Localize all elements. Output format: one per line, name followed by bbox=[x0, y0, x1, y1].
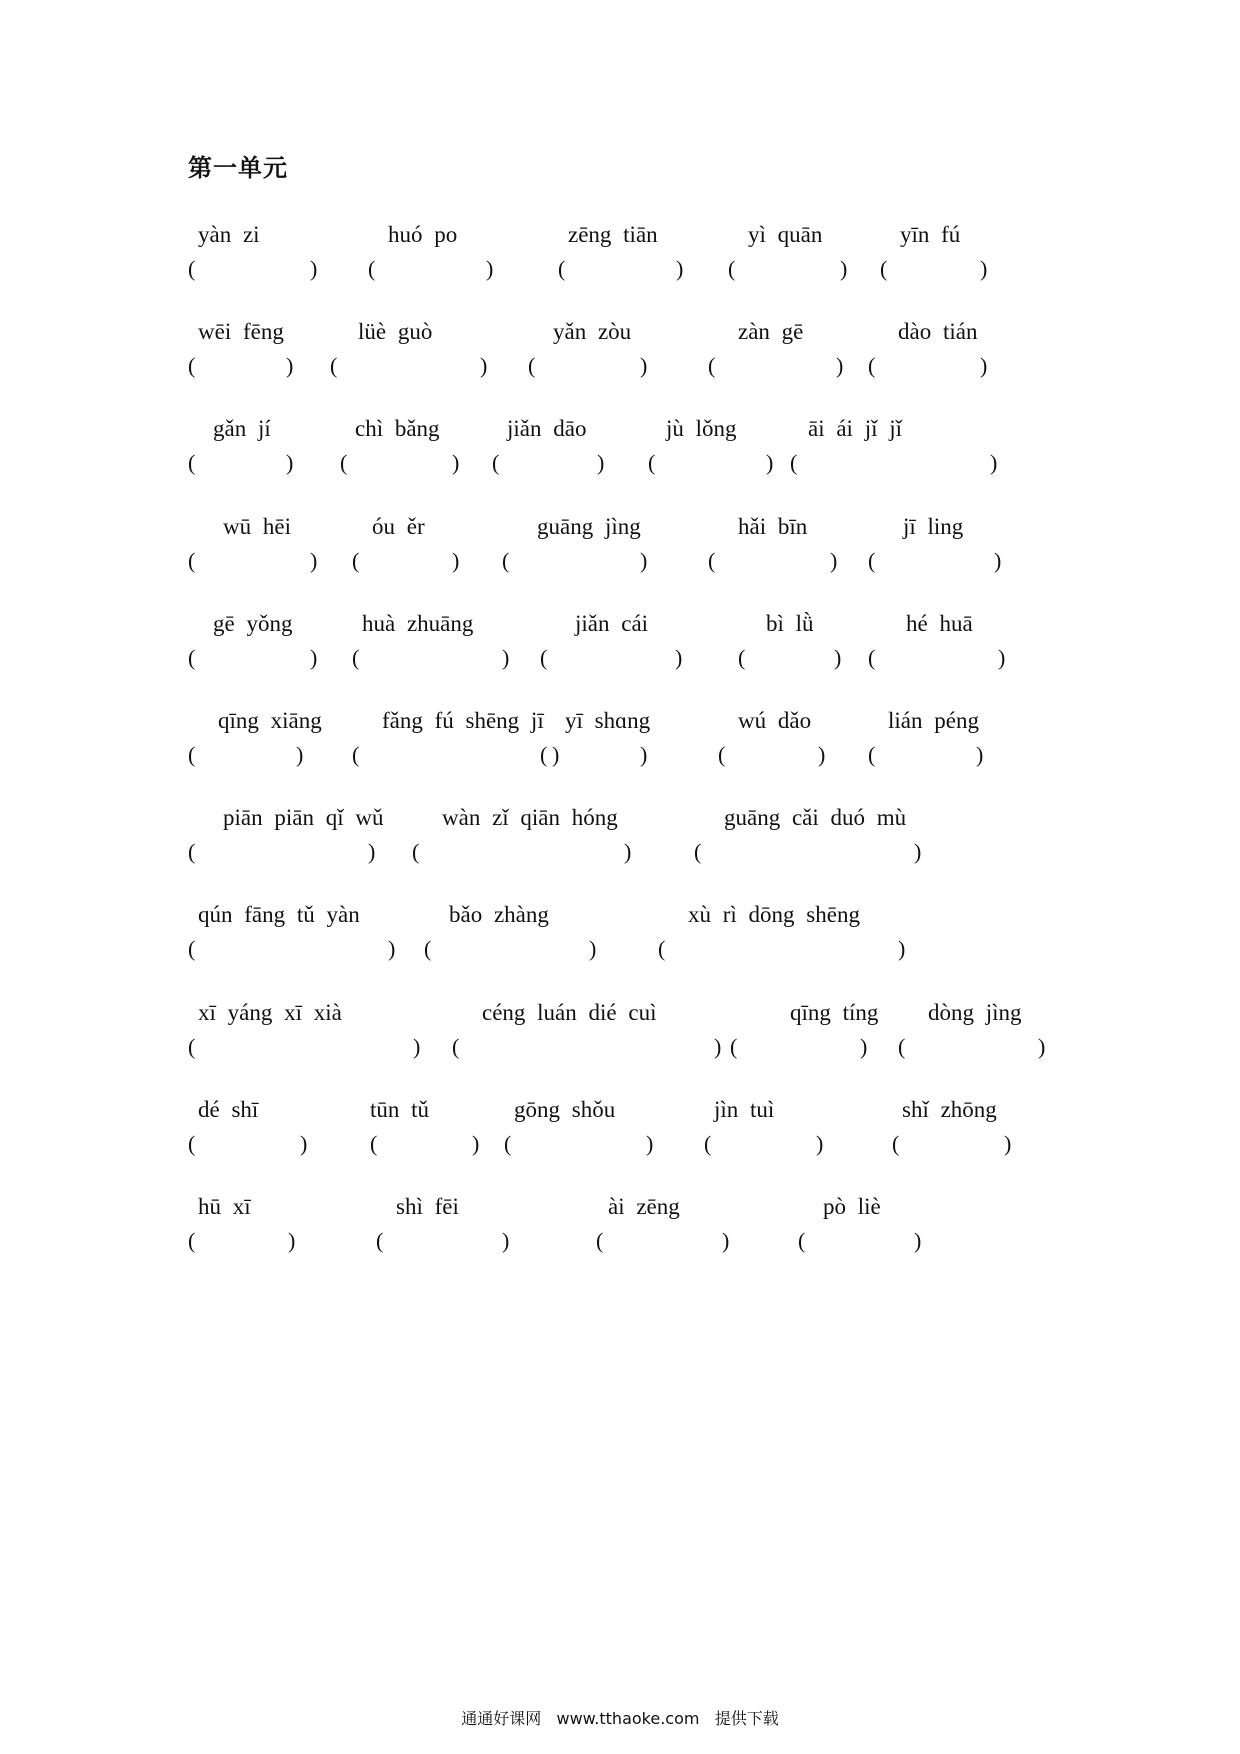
pinyin-text: guāng cǎi duó mù bbox=[724, 805, 907, 831]
pinyin-text: wēi fēng bbox=[198, 319, 284, 345]
pinyin-text: zēng tiān bbox=[568, 222, 658, 247]
answer-blank-open-paren: ( bbox=[352, 742, 360, 767]
pinyin-item bbox=[868, 514, 1008, 594]
pinyin-item bbox=[730, 999, 879, 1080]
answer-blank-open-paren: ( bbox=[704, 1130, 712, 1156]
answer-blank-close-paren: ) bbox=[980, 353, 988, 379]
answer-blank-open-paren: ( bbox=[880, 256, 888, 281]
pinyin-item bbox=[188, 902, 402, 982]
pinyin-item bbox=[658, 902, 912, 982]
pinyin-item bbox=[892, 1097, 1018, 1177]
answer-blank-open-paren: ( bbox=[188, 1130, 196, 1156]
answer-blank-open-paren: ( bbox=[188, 1228, 196, 1253]
answer-blank-close-paren: ) bbox=[722, 1228, 730, 1253]
answer-blank-close-paren: ) bbox=[990, 450, 998, 476]
pinyin-item bbox=[188, 1097, 314, 1177]
pinyin-text: lián péng bbox=[888, 708, 979, 733]
answer-blank-close-paren: ) bbox=[818, 742, 826, 767]
answer-blank-open-paren: ( bbox=[648, 450, 656, 476]
pinyin-item bbox=[370, 1097, 486, 1177]
answer-blank-close-paren: ) bbox=[597, 450, 605, 476]
pinyin-item bbox=[340, 416, 466, 496]
pinyin-text: jìn tuì bbox=[714, 1096, 775, 1122]
answer-blank-close-paren: ) bbox=[388, 936, 396, 962]
pinyin-text: zàn gē bbox=[738, 319, 804, 345]
pinyin-text: bì lǜ bbox=[766, 610, 814, 636]
pinyin-item bbox=[188, 514, 324, 594]
answer-blank-close-paren: ) bbox=[552, 742, 560, 767]
answer-blank-close-paren: ) bbox=[452, 450, 460, 476]
pinyin-text: wū hēi bbox=[223, 513, 291, 539]
answer-blank-close-paren: ) bbox=[640, 742, 648, 767]
pinyin-text: yì quān bbox=[748, 222, 823, 247]
answer-blank-open-paren: ( bbox=[596, 1228, 604, 1253]
answer-blank-open-paren: ( bbox=[188, 256, 196, 281]
pinyin-text: jiǎn dāo bbox=[507, 416, 587, 442]
pinyin-text: qīng xiāng bbox=[218, 708, 322, 733]
pinyin-text: jiǎn cái bbox=[575, 610, 649, 636]
answer-blank-close-paren: ) bbox=[675, 644, 683, 670]
pinyin-text: xī yáng xī xià bbox=[198, 999, 342, 1025]
unit-heading: 第一单元 bbox=[188, 154, 288, 182]
pinyin-text: yàn zi bbox=[198, 222, 260, 247]
answer-blank-open-paren: ( bbox=[502, 547, 510, 573]
pinyin-item bbox=[188, 222, 324, 302]
pinyin-text: ài zēng bbox=[608, 1194, 680, 1219]
answer-blank-close-paren: ) bbox=[640, 353, 648, 379]
answer-blank-open-paren: ( bbox=[412, 839, 420, 865]
answer-blank-close-paren: ) bbox=[286, 353, 294, 379]
answer-blank-close-paren: ) bbox=[368, 839, 376, 865]
answer-blank-close-paren: ) bbox=[646, 1130, 654, 1156]
answer-blank-close-paren: ) bbox=[1004, 1130, 1012, 1156]
pinyin-item bbox=[880, 222, 994, 302]
pinyin-text: dé shī bbox=[198, 1096, 259, 1122]
answer-blank-open-paren: ( bbox=[868, 742, 876, 767]
pinyin-item bbox=[376, 1194, 516, 1274]
answer-blank-close-paren: ) bbox=[840, 256, 848, 281]
answer-blank-close-paren: ) bbox=[480, 353, 488, 379]
answer-blank-close-paren: ) bbox=[296, 742, 304, 767]
pinyin-item bbox=[558, 222, 690, 302]
answer-blank-open-paren: ( bbox=[708, 547, 716, 573]
pinyin-text: huà zhuāng bbox=[362, 610, 474, 636]
pinyin-item bbox=[188, 708, 322, 788]
pinyin-item bbox=[694, 805, 928, 885]
answer-blank-open-paren: ( bbox=[694, 839, 702, 865]
answer-blank-open-paren: ( bbox=[188, 742, 196, 767]
answer-blank-open-paren: ( bbox=[370, 1130, 378, 1156]
pinyin-text: jù lǒng bbox=[666, 416, 737, 442]
pinyin-text: chì bǎng bbox=[355, 416, 440, 442]
answer-blank-open-paren: ( bbox=[340, 450, 348, 476]
pinyin-item bbox=[412, 805, 638, 885]
pinyin-text: gē yǒng bbox=[213, 610, 293, 636]
answer-blank-close-paren: ) bbox=[834, 644, 842, 670]
answer-blank-close-paren: ) bbox=[310, 256, 318, 281]
answer-blank-open-paren: ( bbox=[738, 644, 746, 670]
pinyin-text: hé huā bbox=[906, 610, 973, 636]
pinyin-item bbox=[718, 708, 832, 788]
answer-blank-open-paren: ( bbox=[504, 1130, 512, 1156]
pinyin-item bbox=[188, 416, 300, 496]
pinyin-item bbox=[424, 902, 603, 982]
answer-blank-close-paren: ) bbox=[640, 547, 648, 573]
answer-blank-open-paren: ( bbox=[188, 644, 196, 670]
answer-blank-open-paren: ( bbox=[798, 1228, 806, 1253]
pinyin-text: óu ěr bbox=[372, 513, 425, 539]
pinyin-text: hū xī bbox=[198, 1194, 251, 1219]
answer-blank-close-paren: ) bbox=[714, 1033, 722, 1059]
pinyin-item bbox=[790, 416, 1004, 496]
pinyin-item bbox=[868, 708, 990, 788]
answer-blank-close-paren: ) bbox=[502, 644, 510, 670]
answer-blank-open-paren: ( bbox=[352, 644, 360, 670]
pinyin-text: dòng jìng bbox=[928, 999, 1022, 1025]
pinyin-item bbox=[502, 514, 654, 594]
pinyin-text: yīn fú bbox=[900, 222, 961, 247]
answer-blank-open-paren: ( bbox=[558, 256, 566, 281]
pinyin-text: qún fāng tǔ yàn bbox=[198, 902, 360, 928]
pinyin-text: dào tián bbox=[898, 319, 978, 345]
pinyin-item bbox=[188, 1194, 302, 1274]
pinyin-text: fǎng fú shēng jī bbox=[382, 708, 544, 733]
pinyin-text: guāng jìng bbox=[537, 513, 641, 539]
pinyin-text: gǎn jí bbox=[213, 416, 271, 442]
pinyin-item bbox=[540, 708, 654, 788]
answer-blank-open-paren: ( bbox=[540, 644, 548, 670]
answer-blank-close-paren: ) bbox=[976, 742, 984, 767]
answer-blank-open-paren: ( bbox=[528, 353, 536, 379]
answer-blank-close-paren: ) bbox=[898, 936, 906, 962]
answer-blank-open-paren: ( bbox=[188, 1033, 196, 1059]
pinyin-item bbox=[738, 611, 848, 691]
answer-blank-open-paren: ( bbox=[188, 353, 196, 379]
answer-blank-close-paren: ) bbox=[486, 256, 494, 281]
pinyin-item bbox=[528, 319, 654, 399]
pinyin-item bbox=[330, 319, 494, 399]
pinyin-text: wú dǎo bbox=[738, 708, 812, 733]
answer-blank-close-paren: ) bbox=[816, 1130, 824, 1156]
pinyin-text: bǎo zhàng bbox=[449, 902, 549, 928]
answer-blank-close-paren: ) bbox=[860, 1033, 868, 1059]
pinyin-text: xù rì dōng shēng bbox=[688, 902, 860, 928]
answer-blank-close-paren: ) bbox=[830, 547, 838, 573]
answer-blank-close-paren: ) bbox=[310, 547, 318, 573]
answer-blank-close-paren: ) bbox=[413, 1033, 421, 1059]
pinyin-item bbox=[648, 416, 780, 496]
pinyin-item bbox=[728, 222, 854, 302]
answer-blank-open-paren: ( bbox=[790, 450, 798, 476]
pinyin-item bbox=[188, 805, 382, 885]
answer-blank-open-paren: ( bbox=[492, 450, 500, 476]
pinyin-item bbox=[708, 514, 844, 594]
answer-blank-open-paren: ( bbox=[730, 1033, 738, 1059]
pinyin-item bbox=[452, 1000, 728, 1080]
answer-blank-open-paren: ( bbox=[868, 644, 876, 670]
pinyin-text: lüè guò bbox=[358, 319, 433, 345]
pinyin-item bbox=[596, 1194, 736, 1274]
pinyin-item bbox=[798, 1194, 928, 1274]
pinyin-item bbox=[708, 319, 850, 399]
answer-blank-close-paren: ) bbox=[994, 547, 1002, 573]
pinyin-text: céng luán dié cuì bbox=[482, 999, 657, 1025]
pinyin-item bbox=[898, 1000, 1052, 1080]
answer-blank-close-paren: ) bbox=[502, 1228, 510, 1253]
pinyin-text: yǎn zòu bbox=[553, 319, 632, 345]
pinyin-item bbox=[352, 514, 466, 594]
pinyin-item bbox=[188, 1000, 427, 1080]
answer-blank-close-paren: ) bbox=[766, 450, 774, 476]
answer-blank-open-paren: ( bbox=[188, 450, 196, 476]
pinyin-text: yī shɑng bbox=[565, 708, 651, 733]
answer-blank-close-paren: ) bbox=[589, 936, 597, 962]
answer-blank-open-paren: ( bbox=[728, 256, 736, 281]
answer-blank-close-paren: ) bbox=[300, 1130, 308, 1156]
answer-blank-close-paren: ) bbox=[288, 1228, 296, 1253]
pinyin-text: piān piān qǐ wǔ bbox=[223, 805, 384, 831]
answer-blank-open-paren: ( bbox=[376, 1228, 384, 1253]
answer-blank-close-paren: ) bbox=[472, 1130, 480, 1156]
pinyin-item bbox=[504, 1097, 660, 1177]
pinyin-text: wàn zǐ qiān hóng bbox=[442, 805, 618, 831]
answer-blank-open-paren: ( bbox=[452, 1033, 460, 1059]
pinyin-item bbox=[868, 611, 1012, 691]
pinyin-text: āi ái jǐ jǐ bbox=[808, 416, 903, 442]
pinyin-text: jī ling bbox=[903, 513, 964, 539]
answer-blank-close-paren: ) bbox=[998, 644, 1006, 670]
answer-blank-open-paren: ( bbox=[718, 742, 726, 767]
pinyin-text: gōng shǒu bbox=[514, 1096, 616, 1122]
answer-blank-open-paren: ( bbox=[368, 256, 376, 281]
answer-blank-open-paren: ( bbox=[898, 1033, 906, 1059]
pinyin-text: qīng tíng bbox=[790, 999, 879, 1025]
answer-blank-open-paren: ( bbox=[708, 353, 716, 379]
answer-blank-open-paren: ( bbox=[330, 353, 338, 379]
answer-blank-close-paren: ) bbox=[286, 450, 294, 476]
answer-blank-close-paren: ) bbox=[914, 1228, 922, 1253]
pinyin-text: pò liè bbox=[823, 1194, 881, 1219]
answer-blank-open-paren: ( bbox=[352, 547, 360, 573]
answer-blank-close-paren: ) bbox=[452, 547, 460, 573]
pinyin-text: tūn tǔ bbox=[370, 1096, 430, 1122]
answer-blank-open-paren: ( bbox=[424, 936, 432, 962]
pinyin-item bbox=[188, 611, 324, 691]
answer-blank-close-paren: ) bbox=[836, 353, 844, 379]
answer-blank-open-paren: ( bbox=[658, 936, 666, 962]
pinyin-text: hǎi bīn bbox=[738, 513, 808, 539]
pinyin-item bbox=[352, 611, 516, 691]
answer-blank-close-paren: ) bbox=[676, 256, 684, 281]
answer-blank-close-paren: ) bbox=[310, 644, 318, 670]
answer-blank-open-paren: ( bbox=[868, 353, 876, 379]
answer-blank-open-paren: ( bbox=[188, 547, 196, 573]
pinyin-item bbox=[868, 319, 994, 399]
pinyin-text: shì fēi bbox=[396, 1194, 459, 1219]
answer-blank-open-paren: ( bbox=[892, 1130, 900, 1156]
pinyin-item bbox=[704, 1097, 830, 1177]
footer-credit: 通通好课网 www.tthaoke.com 提供下载 bbox=[461, 1709, 779, 1728]
answer-blank-open-paren: ( bbox=[188, 936, 196, 962]
answer-blank-open-paren: ( bbox=[188, 839, 196, 865]
pinyin-text: huó po bbox=[388, 222, 458, 247]
pinyin-item bbox=[540, 611, 689, 691]
answer-blank-close-paren: ) bbox=[1038, 1033, 1046, 1059]
pinyin-item bbox=[368, 222, 500, 302]
answer-blank-open-paren: ( bbox=[868, 547, 876, 573]
answer-blank-close-paren: ) bbox=[624, 839, 632, 865]
pinyin-item bbox=[352, 708, 566, 788]
answer-blank-open-paren: ( bbox=[540, 742, 548, 767]
pinyin-item bbox=[188, 319, 300, 399]
pinyin-text: shǐ zhōng bbox=[902, 1096, 997, 1122]
pinyin-item bbox=[492, 416, 611, 496]
answer-blank-close-paren: ) bbox=[980, 256, 988, 281]
answer-blank-close-paren: ) bbox=[914, 839, 922, 865]
